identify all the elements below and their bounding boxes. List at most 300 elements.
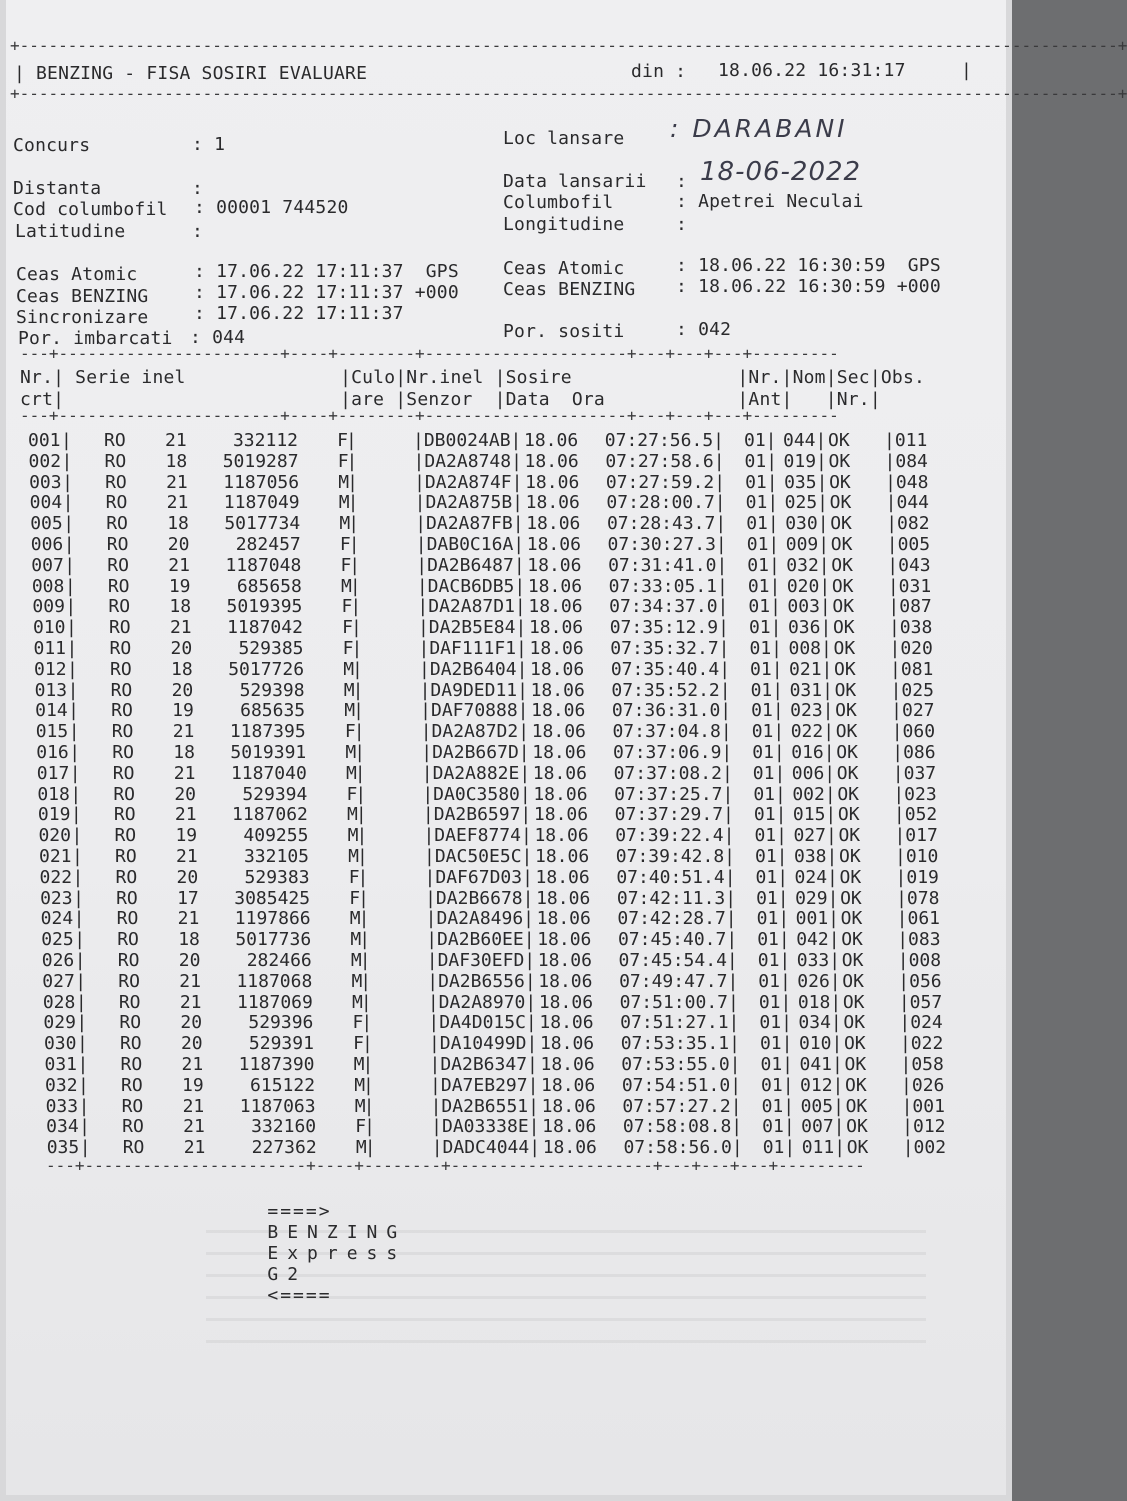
cell-ora: 07:37:25.7| — [614, 783, 734, 805]
cell-tara: RO — [116, 908, 139, 930]
cell-an: 19 — [168, 575, 191, 597]
cell-divider: | — [361, 1033, 373, 1055]
cell-senzor: |DA2B6678| — [425, 887, 534, 909]
footer-right-arrow: <==== — [267, 1285, 332, 1306]
report-date-label: din : — [631, 61, 687, 82]
cell-nom: 021| — [789, 658, 833, 680]
cell-data: 18.06 — [524, 450, 579, 472]
cell-obs: |001 — [901, 1095, 945, 1117]
cell-ora: 07:53:35.1| — [620, 1033, 740, 1055]
cell-numar: 5019287 — [222, 450, 299, 472]
cell-nom: 026| — [797, 970, 841, 992]
cell-ora: 07:40:51.4| — [616, 866, 736, 888]
cell-ant: 01| — [754, 825, 787, 847]
cell-divider: | — [79, 1116, 90, 1138]
cell-sec: OK — [835, 700, 857, 722]
cell-sec: OK — [845, 1074, 867, 1096]
cell-divider: | — [361, 1012, 373, 1034]
cell-nom: 027| — [793, 825, 837, 847]
cell-numar: 685635 — [240, 700, 306, 722]
distanta-label: Distanta — [13, 178, 102, 199]
report-title: BENZING - FISA SOSIRI EVALUARE — [36, 63, 368, 84]
cell-data: 18.06 — [530, 658, 585, 680]
cell-sex: M — [350, 950, 362, 971]
ceas-atomic-label-end: Ceas Atomic — [503, 258, 625, 279]
cell-ant: 01| — [757, 950, 791, 971]
cell-ora: 07:37:06.9| — [613, 742, 733, 763]
cell-obs: |023 — [893, 783, 937, 805]
cell-numar: 332160 — [251, 1116, 317, 1138]
cell-ant: 01| — [762, 1116, 795, 1138]
cell-obs: |019 — [895, 866, 939, 888]
table-header-rule: ---+-----------------------+----+--------+---------------------+---+---+---+--------- — [20, 406, 839, 425]
cell-sec: OK — [844, 1054, 867, 1075]
cell-sec: OK — [828, 450, 851, 472]
cell-divider: | — [77, 1054, 89, 1075]
cell-nom: 019| — [783, 450, 827, 472]
cell-divider: | — [357, 846, 368, 867]
cell-tara: RO — [122, 1116, 144, 1138]
cell-senzor: |DA2B5E84| — [417, 617, 527, 639]
cell-obs: |005 — [886, 534, 931, 555]
cell-divider: | — [79, 1137, 91, 1159]
cell-obs: |025 — [890, 679, 934, 701]
cell-obs: |020 — [889, 638, 933, 659]
cell-obs: |026 — [901, 1074, 945, 1096]
cell-ant: 01| — [745, 492, 779, 514]
cell-sec: OK — [842, 970, 864, 992]
cell-data: 18.06 — [542, 1116, 597, 1138]
cell-numar: 332112 — [232, 430, 298, 451]
cell-divider: | — [69, 762, 81, 784]
cell-an: 17 — [177, 887, 199, 909]
cell-sex: F — [337, 450, 349, 472]
cell-sex: M — [347, 804, 358, 826]
cell-divider: | — [349, 575, 361, 597]
cell-tara: RO — [108, 617, 131, 639]
cell-sex: F — [340, 554, 352, 576]
cell-ant: 01| — [759, 1033, 793, 1055]
cell-ora: 07:35:32.7| — [610, 638, 730, 659]
cell-an: 18 — [173, 742, 195, 763]
ceas-benzing-value-end: : 18.06.22 16:30:59 +000 — [676, 276, 941, 297]
cell-senzor: |DAF67D03| — [424, 866, 533, 888]
cell-sec: OK — [832, 617, 855, 639]
cell-sex: M — [338, 471, 350, 493]
loc-lansare-label: Loc lansare — [503, 128, 625, 149]
cell-nr: 034 — [46, 1116, 79, 1138]
cell-divider: | — [78, 1074, 89, 1096]
cell-an: 21 — [172, 721, 195, 743]
cell-ora: 07:27:58.6| — [605, 450, 725, 472]
cell-divider: | — [364, 1116, 375, 1138]
cell-sec: OK — [842, 991, 865, 1013]
cell-nom: 015| — [792, 804, 837, 826]
cell-nr: 025 — [41, 929, 74, 951]
cell-nom: 006| — [791, 762, 836, 784]
cell-data: 18.06 — [535, 846, 590, 867]
sincronizare-value: : 17.06.22 17:11:37 — [194, 303, 404, 324]
cell-ora: 07:54:51.0| — [621, 1074, 742, 1096]
cell-sec: OK — [836, 762, 859, 784]
cell-senzor: |DA2A875B| — [414, 492, 524, 514]
cell-sex: M — [347, 825, 359, 847]
cell-nom: 007| — [801, 1116, 845, 1138]
cell-divider: | — [347, 471, 358, 493]
cell-divider: | — [363, 1095, 375, 1117]
cell-sex: M — [344, 700, 356, 722]
cell-senzor: |DA2A87FB| — [415, 513, 524, 535]
cell-data: 18.06 — [541, 1074, 596, 1096]
ceas-atomic-value-end: : 18.06.22 16:30:59 GPS — [676, 255, 941, 276]
header-bottom-rule: +------------------------------------------------------------------------------------------------------------------+ — [10, 84, 1127, 103]
cell-sex: F — [342, 638, 354, 659]
cell-divider: | — [355, 783, 367, 805]
cell-divider: | — [67, 679, 79, 701]
cell-sec: OK — [829, 492, 852, 514]
cell-tara: RO — [115, 846, 137, 867]
cell-nom: 031| — [789, 679, 833, 701]
cell-nr: 016 — [36, 742, 69, 763]
cell-an: 21 — [181, 1054, 204, 1075]
cell-ant: 01| — [762, 1137, 796, 1159]
cell-ora: 07:39:22.4| — [615, 825, 735, 847]
cell-obs: |086 — [892, 742, 936, 763]
cell-numar: 1187069 — [236, 991, 313, 1013]
cell-divider: | — [64, 575, 76, 597]
cell-tara: RO — [122, 1137, 145, 1159]
cell-data: 18.06 — [533, 783, 588, 805]
table-top-rule: ---+-----------------------+----+--------+---------------------+---+---+---+--------- — [20, 344, 839, 363]
cell-divider: | — [360, 991, 372, 1013]
cell-numar: 409255 — [243, 825, 309, 847]
cell-divider: | — [360, 970, 372, 992]
cell-an: 18 — [169, 596, 192, 618]
cell-numar: 282457 — [235, 534, 301, 555]
cell-sex: M — [350, 929, 362, 951]
data-lansarii-handwritten: 18-06-2022 — [700, 157, 862, 187]
cell-obs: |037 — [892, 762, 937, 784]
cell-nom: 001| — [795, 908, 839, 930]
cell-data: 18.06 — [524, 430, 579, 451]
cell-ant: 01| — [747, 575, 781, 597]
header-top-rule: +------------------------------------------------------------------------------------------------------------------+ — [10, 36, 1127, 55]
ceas-benzing-value-start: : 17.06.22 17:11:37 +000 — [194, 282, 459, 303]
cell-tara: RO — [104, 450, 127, 472]
cell-ant: 01| — [759, 1012, 792, 1034]
cell-sec: OK — [846, 1116, 868, 1138]
cell-tara: RO — [108, 596, 131, 618]
cell-an: 19 — [182, 1074, 204, 1096]
cell-senzor: |DA10499D| — [428, 1033, 538, 1055]
cell-divider: | — [358, 908, 370, 930]
cell-nom: 030| — [785, 513, 829, 535]
cell-senzor: |DA2B6404| — [419, 658, 528, 680]
cell-an: 20 — [180, 1033, 203, 1055]
cell-ant: 01| — [751, 721, 785, 743]
cell-ora: 07:28:43.7| — [606, 513, 727, 535]
cell-ant: 01| — [747, 554, 780, 576]
cell-an: 21 — [183, 1137, 206, 1159]
cell-divider: | — [347, 492, 359, 514]
longitudine-label: Longitudine — [503, 214, 625, 235]
cell-tara: RO — [118, 970, 140, 992]
cell-sex: M — [348, 846, 359, 867]
footer-version: G2 — [267, 1264, 308, 1285]
cell-numar: 3085425 — [234, 887, 311, 909]
cell-ant: 01| — [753, 783, 786, 805]
cell-data: 18.06 — [535, 866, 590, 888]
cell-an: 21 — [173, 762, 196, 784]
cell-divider: | — [67, 658, 78, 680]
cod-columbofil-value: : 00001 744520 — [194, 197, 349, 218]
cell-sex: M — [339, 513, 351, 535]
cell-nom: 003| — [787, 596, 831, 618]
concurs-value: : 1 — [192, 134, 226, 155]
cell-sex: F — [352, 1012, 364, 1034]
cell-divider: | — [359, 950, 371, 971]
cell-nr: 028 — [42, 991, 76, 1013]
cell-senzor: |DA2B6597| — [422, 804, 532, 826]
cell-obs: |024 — [899, 1012, 943, 1034]
longitudine-value: : — [676, 214, 688, 235]
cell-senzor: |DAF30EFD| — [426, 950, 536, 971]
cell-data: 18.06 — [532, 742, 587, 763]
cell-numar: 529396 — [248, 1012, 314, 1034]
cell-numar: 5017736 — [235, 929, 312, 951]
cell-divider: | — [65, 617, 77, 639]
concurs-label: Concurs — [13, 135, 91, 156]
cell-sex: F — [348, 866, 360, 888]
cell-an: 19 — [175, 825, 198, 847]
cell-data: 18.06 — [531, 700, 586, 722]
cell-ora: 07:35:52.2| — [611, 679, 731, 701]
cell-an: 21 — [169, 617, 192, 639]
cell-nom: 008| — [788, 638, 832, 659]
cell-nr: 031 — [44, 1054, 78, 1075]
cell-data: 18.06 — [528, 596, 583, 618]
cell-ant: 01| — [749, 638, 783, 659]
por-imbarcati-label: Por. imbarcati — [18, 328, 173, 349]
cell-nr: 029 — [43, 1012, 76, 1034]
cell-senzor: |DA2A8970| — [427, 991, 537, 1013]
show-through-print — [206, 1230, 926, 1350]
cell-senzor: |DA0C3580| — [422, 783, 531, 805]
cell-sec: OK — [828, 430, 850, 451]
cell-nom: 009| — [785, 534, 830, 555]
cell-data: 18.06 — [538, 991, 594, 1013]
cell-ora: 07:35:12.9| — [609, 617, 729, 639]
cell-senzor: |DA9DED11| — [419, 679, 528, 701]
cell-ora: 07:35:40.4| — [610, 658, 731, 680]
cell-nom: 036| — [787, 617, 832, 639]
cell-divider: | — [355, 804, 367, 826]
cell-ora: 07:49:47.7| — [619, 970, 739, 992]
cell-numar: 1187390 — [238, 1054, 315, 1075]
cell-sec: OK — [836, 742, 858, 763]
cell-ant: 01| — [746, 513, 779, 535]
cell-obs: |058 — [900, 1054, 944, 1075]
cell-sex: F — [346, 783, 358, 805]
cell-ora: 07:27:59.2| — [605, 471, 726, 493]
cell-nom: 022| — [790, 721, 835, 743]
cell-divider: | — [351, 638, 363, 659]
por-sositi-label: Por. sositi — [503, 321, 625, 342]
cell-data: 18.06 — [538, 970, 593, 992]
cell-sec: OK — [834, 658, 856, 680]
cell-tara: RO — [113, 783, 136, 805]
cell-nom: 016| — [791, 742, 835, 763]
cell-nr: 017 — [36, 762, 70, 784]
cell-tara: RO — [117, 929, 139, 951]
cell-nr: 003 — [29, 471, 62, 493]
cell-ora: 07:53:55.0| — [621, 1054, 741, 1075]
cell-numar: 529391 — [248, 1033, 314, 1055]
cell-sec: OK — [838, 825, 861, 847]
cell-data: 18.06 — [541, 1095, 596, 1117]
cell-ant: 01| — [746, 534, 780, 555]
footer-model: Express — [267, 1243, 407, 1264]
ceas-atomic-label-start: Ceas Atomic — [16, 264, 138, 285]
cell-sex: F — [353, 1033, 364, 1055]
cell-data: 18.06 — [525, 492, 580, 514]
cell-ora: 07:58:56.0| — [623, 1137, 743, 1159]
cell-divider: | — [350, 596, 362, 618]
cell-obs: |031 — [887, 575, 932, 597]
cell-ora: 07:51:27.1| — [620, 1012, 740, 1034]
cell-divider: | — [348, 513, 360, 535]
ceas-atomic-value-start: : 17.06.22 17:11:37 GPS — [194, 261, 459, 282]
cell-sex: M — [338, 492, 350, 514]
cell-divider: | — [69, 742, 81, 763]
cell-sec: OK — [830, 513, 852, 535]
cell-data: 18.06 — [531, 721, 586, 743]
cell-divider: | — [72, 846, 83, 867]
cell-numar: 5017734 — [224, 513, 301, 535]
cell-sec: OK — [843, 1012, 866, 1034]
cell-sec: OK — [839, 866, 862, 888]
cell-divider: | — [73, 887, 84, 909]
cell-obs: |084 — [884, 450, 928, 472]
ceas-benzing-label-end: Ceas BENZING — [503, 279, 636, 300]
cell-nom: 011| — [801, 1137, 846, 1159]
cell-ant: 01| — [756, 908, 790, 930]
cell-nr: 020 — [38, 825, 71, 847]
cell-tara: RO — [107, 575, 130, 597]
cell-numar: 1187062 — [232, 804, 308, 826]
cell-sex: M — [354, 1074, 366, 1096]
table-bottom-rule: ---+-----------------------+----+--------+---------------------+---+---+---+--------- — [46, 1156, 865, 1175]
cell-divider: | — [363, 1074, 374, 1096]
cell-senzor: |DA2A87D2| — [420, 721, 530, 743]
cell-senzor: |DA2A882E| — [421, 762, 531, 784]
latitudine-value: : — [192, 221, 204, 242]
cell-divider: | — [76, 1012, 88, 1034]
cell-divider: | — [358, 887, 369, 909]
cell-tara: RO — [111, 721, 134, 743]
cell-numar: 1187042 — [227, 617, 303, 639]
cell-senzor: |DA2A8496| — [425, 908, 535, 930]
cell-nr: 022 — [39, 866, 73, 888]
cell-senzor: |DADC4044| — [431, 1137, 541, 1159]
cell-sec: OK — [846, 1137, 869, 1159]
footer-left-arrow: ====> — [267, 1201, 332, 1222]
cell-nom: 042| — [796, 929, 840, 951]
cell-tara: RO — [109, 638, 132, 659]
cell-divider: | — [352, 658, 363, 680]
cell-sex: F — [349, 887, 361, 909]
cell-sex: F — [337, 430, 348, 451]
cell-ant: 01| — [753, 804, 787, 826]
cell-data: 18.06 — [542, 1137, 597, 1159]
cell-sec: OK — [837, 804, 860, 826]
cell-nr: 019 — [37, 804, 71, 826]
cell-nom: 024| — [794, 866, 838, 888]
cell-sec: OK — [832, 596, 855, 618]
cell-obs: |044 — [885, 492, 929, 514]
cell-data: 18.06 — [529, 638, 584, 659]
cell-nom: 029| — [795, 887, 839, 909]
cell-ant: 01| — [745, 471, 778, 493]
cell-obs: |082 — [886, 513, 930, 535]
cell-nr: 011 — [33, 638, 67, 659]
cell-ora: 07:37:04.8| — [612, 721, 732, 743]
cell-ora: 07:34:37.0| — [609, 596, 729, 618]
cell-divider: | — [78, 1095, 90, 1117]
cell-sec: OK — [835, 721, 858, 743]
cell-obs: |011 — [884, 430, 928, 451]
cell-sex: F — [341, 596, 353, 618]
cell-ora: 07:30:27.3| — [607, 534, 727, 555]
cell-divider: | — [350, 617, 362, 639]
cell-sec: OK — [841, 950, 864, 971]
cell-nom: 002| — [792, 783, 836, 805]
cell-sec: OK — [840, 908, 863, 930]
cell-sex: F — [344, 721, 356, 743]
cell-senzor: |DAC50E5C| — [424, 846, 533, 867]
cell-nr: 008 — [31, 575, 65, 597]
cell-tara: RO — [119, 1012, 142, 1034]
cell-ant: 01| — [748, 617, 782, 639]
cell-nr: 018 — [37, 783, 70, 805]
cell-sex: M — [351, 970, 363, 992]
cell-data: 18.06 — [539, 1012, 594, 1034]
cell-tara: RO — [105, 492, 128, 514]
cell-obs: |043 — [887, 554, 931, 576]
cell-divider: | — [62, 492, 74, 514]
cell-nr: 021 — [39, 846, 72, 867]
cell-obs: |087 — [888, 596, 932, 618]
printed-sheet — [6, 0, 1127, 1495]
cell-sec: OK — [840, 887, 862, 909]
cell-an: 21 — [179, 970, 201, 992]
cell-ant: 01| — [755, 846, 788, 867]
cell-numar: 1187063 — [239, 1095, 316, 1117]
cell-senzor: |DA2B6551| — [430, 1095, 539, 1117]
cell-numar: 1187049 — [223, 492, 300, 514]
cell-sec: OK — [831, 554, 853, 576]
cell-numar: 685658 — [236, 575, 302, 597]
sincronizare-label: Sincronizare — [16, 307, 149, 328]
cell-tara: RO — [113, 804, 136, 826]
cod-columbofil-label: Cod columbofil — [13, 199, 168, 220]
cell-ora: 07:27:56.5| — [604, 430, 724, 451]
cell-obs: |081 — [890, 658, 934, 680]
cell-divider: | — [63, 534, 75, 555]
cell-divider: | — [346, 430, 357, 451]
cell-nom: 020| — [786, 575, 831, 597]
cell-nr: 026 — [41, 950, 75, 971]
